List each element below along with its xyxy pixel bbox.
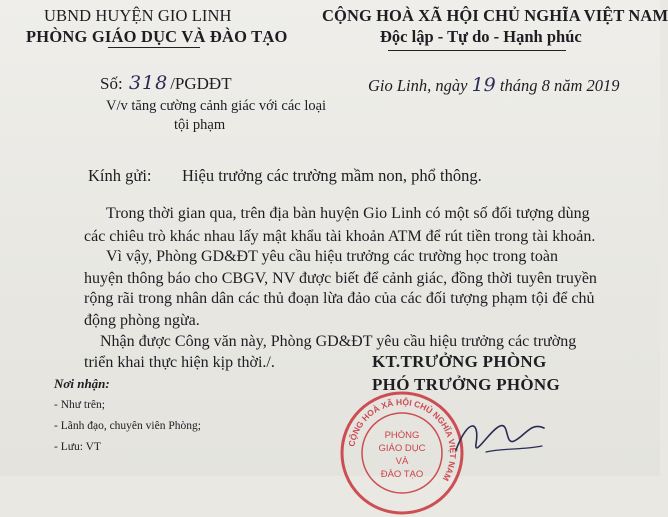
motto-underline bbox=[388, 50, 566, 51]
signature-title-2: PHÓ TRƯỞNG PHÒNG bbox=[372, 375, 561, 394]
handwritten-signature bbox=[446, 400, 556, 470]
nation-title: CỘNG HOÀ XÃ HỘI CHỦ NGHĨA VIỆT NAM bbox=[322, 6, 668, 25]
document-number-prefix: Số: bbox=[100, 74, 123, 93]
seal-center-4: ĐÀO TẠO bbox=[380, 469, 424, 480]
body-p3-line2: triển khai thực hiện kịp thời./. bbox=[84, 354, 275, 371]
recipient-item: - Như trên; bbox=[54, 399, 105, 411]
body-p1-line2: các chiêu trò khác nhau lấy mật khẩu tài khoản ATM để rút tiền trong tài khoản. bbox=[84, 228, 596, 245]
date-day: 19 bbox=[471, 74, 496, 96]
subject-line-1: V/v tăng cường cảnh giác với các loại bbox=[106, 98, 327, 114]
document-number-suffix: /PGDĐT bbox=[170, 74, 232, 93]
body-p2-line3: rộng rãi trong nhân dân các thủ đoạn lừa đảo của các đối tượng phạm tội để chủ bbox=[84, 290, 595, 307]
subject-line-2: tội phạm bbox=[174, 117, 226, 133]
greeting-label: Kính gửi: bbox=[88, 166, 152, 185]
signature-title-1: KT.TRƯỞNG PHÒNG bbox=[372, 352, 547, 371]
agency-name: PHÒNG GIÁO DỤC VÀ ĐÀO TẠO bbox=[26, 27, 288, 46]
recipient-item: - Lãnh đạo, chuyên viên Phòng; bbox=[54, 420, 201, 432]
date-suffix: tháng 8 năm 2019 bbox=[499, 76, 620, 95]
seal-center-1: PHÒNG bbox=[384, 430, 420, 441]
recipient-item: - Lưu: VT bbox=[54, 441, 101, 453]
agency-parent: UBND HUYỆN GIO LINH bbox=[44, 6, 232, 25]
body-p2-line2: huyện thông báo cho CBGV, NV được biết để cảnh giác, đồng thời tuyên truyền bbox=[84, 270, 597, 287]
body-p3-line1: Nhận được Công văn này, Phòng GD&ĐT yêu cầu hiệu trưởng các trường bbox=[100, 333, 577, 350]
seal-center-2: GIÁO DỤC bbox=[378, 443, 426, 454]
agency-underline bbox=[108, 47, 200, 48]
body-p2-line1: Vì vậy, Phòng GD&ĐT yêu cầu hiệu trưởng các trường học trong toàn bbox=[106, 248, 558, 265]
recipients-label: Nơi nhận: bbox=[54, 376, 110, 391]
greeting-recipient: Hiệu trưởng các trường mầm non, phổ thông. bbox=[182, 166, 482, 185]
body-p2-line4: động phòng ngừa. bbox=[84, 312, 200, 329]
document-number-value: 318 bbox=[128, 72, 169, 94]
document-number bbox=[100, 72, 232, 94]
document-date bbox=[368, 74, 620, 96]
seal-center-3: VÀ bbox=[395, 456, 409, 467]
motto: Độc lập - Tự do - Hạnh phúc bbox=[380, 27, 582, 46]
seal-ring-text: CỘNG HOÀ XÃ HỘI CHỦ NGHĨA VIỆT NAM bbox=[346, 396, 459, 483]
date-prefix: Gio Linh, ngày bbox=[368, 76, 468, 95]
body-p1-line1: Trong thời gian qua, trên địa bàn huyện Gio Linh có một số đối tượng dùng bbox=[106, 205, 590, 222]
